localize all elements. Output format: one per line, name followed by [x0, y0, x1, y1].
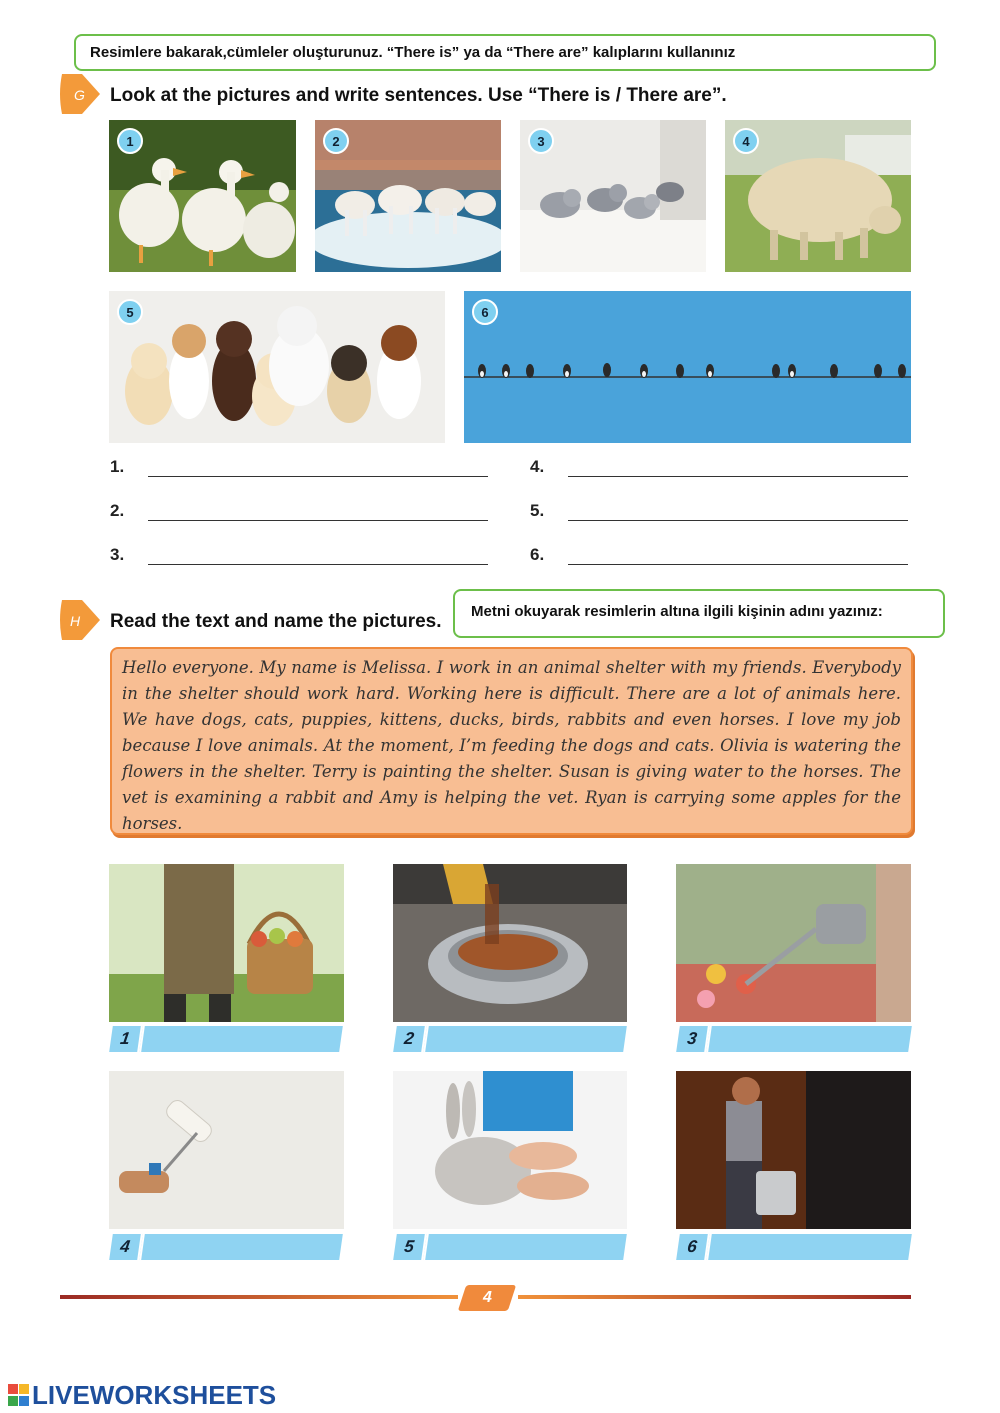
section-g-badge — [58, 74, 100, 114]
instruction-text: Metni okuyarak resimlerin altına ilgili kişinin adını yazınız: — [471, 603, 883, 620]
answer-bar-2[interactable] — [395, 1026, 625, 1052]
line-number: 3. — [110, 545, 125, 564]
picture-number-badge: 3 — [528, 128, 554, 154]
line-number: 4. — [530, 457, 545, 476]
page-number — [458, 1285, 516, 1311]
answer-blank[interactable] — [568, 504, 908, 521]
line-number: 6. — [530, 545, 545, 564]
picture-ducks — [109, 120, 296, 272]
writing-line-6[interactable] — [530, 545, 908, 565]
writing-line-5[interactable] — [530, 501, 908, 521]
answer-number: 2 — [393, 1026, 427, 1052]
writing-line-3[interactable] — [110, 545, 488, 565]
writing-line-4[interactable] — [530, 457, 908, 477]
picture-kittens — [520, 120, 706, 272]
section-h-badge — [58, 600, 100, 640]
picture-dogs — [109, 291, 445, 443]
answer-bar-3[interactable] — [678, 1026, 910, 1052]
instruction-note-top — [74, 34, 936, 71]
line-number: 5. — [530, 501, 545, 520]
picture-number-badge: 5 — [117, 299, 143, 325]
answer-blank[interactable] — [568, 460, 908, 477]
answer-input[interactable] — [708, 1234, 912, 1260]
footer-rule-left — [60, 1295, 458, 1299]
picture-pet-food — [393, 864, 627, 1022]
footer-rule-right — [518, 1295, 911, 1299]
picture-number-badge: 1 — [117, 128, 143, 154]
picture-watering-flowers — [676, 864, 911, 1022]
picture-sheep — [725, 120, 911, 272]
picture-carrying-apples — [109, 864, 344, 1022]
answer-bar-5[interactable] — [395, 1234, 625, 1260]
picture-birds — [464, 291, 911, 443]
writing-line-2[interactable] — [110, 501, 488, 521]
picture-horse-water — [676, 1071, 911, 1229]
answer-bar-4[interactable] — [111, 1234, 341, 1260]
answer-blank[interactable] — [148, 548, 488, 565]
writing-line-1[interactable] — [110, 457, 488, 477]
section-g-letter: G — [74, 87, 85, 103]
instruction-note-reading — [453, 589, 945, 638]
answer-bar-6[interactable] — [678, 1234, 910, 1260]
answer-number: 3 — [676, 1026, 710, 1052]
answer-number: 5 — [393, 1234, 427, 1260]
brand-logo-icon — [8, 1384, 30, 1408]
line-number: 1. — [110, 457, 125, 476]
line-number: 2. — [110, 501, 125, 520]
picture-rabbit-vet — [393, 1071, 627, 1229]
answer-input[interactable] — [141, 1026, 343, 1052]
answer-number: 4 — [109, 1234, 143, 1260]
answer-input[interactable] — [708, 1026, 912, 1052]
picture-number-badge: 4 — [733, 128, 759, 154]
picture-horses — [315, 120, 501, 272]
answer-blank[interactable] — [568, 548, 908, 565]
section-h-letter: H — [70, 613, 81, 629]
instruction-text: Resimlere bakarak,cümleler oluşturunuz. “There is” ya da “There are” kalıplarını kullanınız — [90, 44, 736, 61]
picture-number-badge: 6 — [472, 299, 498, 325]
brand-logo — [8, 1380, 276, 1411]
answer-input[interactable] — [141, 1234, 343, 1260]
answer-blank[interactable] — [148, 460, 488, 477]
answer-number: 6 — [676, 1234, 710, 1260]
brand-name: LIVEWORKSHEETS — [32, 1380, 277, 1410]
answer-input[interactable] — [425, 1234, 627, 1260]
answer-bar-1[interactable] — [111, 1026, 341, 1052]
answer-input[interactable] — [425, 1026, 627, 1052]
answer-number: 1 — [109, 1026, 143, 1052]
picture-painting — [109, 1071, 344, 1229]
section-g-title: Look at the pictures and write sentences. Use “There is / There are”. — [110, 85, 727, 106]
picture-number-badge: 2 — [323, 128, 349, 154]
answer-blank[interactable] — [148, 504, 488, 521]
page-number-text: 4 — [482, 1289, 492, 1306]
reading-passage: Hello everyone. My name is Melissa. I work in an animal shelter with my friends. Everybody in the shelter should work hard. Working here is difficult. There are a lot of animals here. We have dogs, cats, puppies, kittens, ducks, birds, rabbits and even horses. I love my job because I love animals. At the moment, I’m feeding the dogs and cats. Olivia is watering the flowers in the shelter. Terry is painting the shelter. Susan is giving water to the horses. The vet is examining a rabbit and Amy is helping the vet. Ryan is carrying some apples for the horses. — [110, 647, 913, 835]
section-h-title: Read the text and name the pictures. — [110, 611, 442, 632]
